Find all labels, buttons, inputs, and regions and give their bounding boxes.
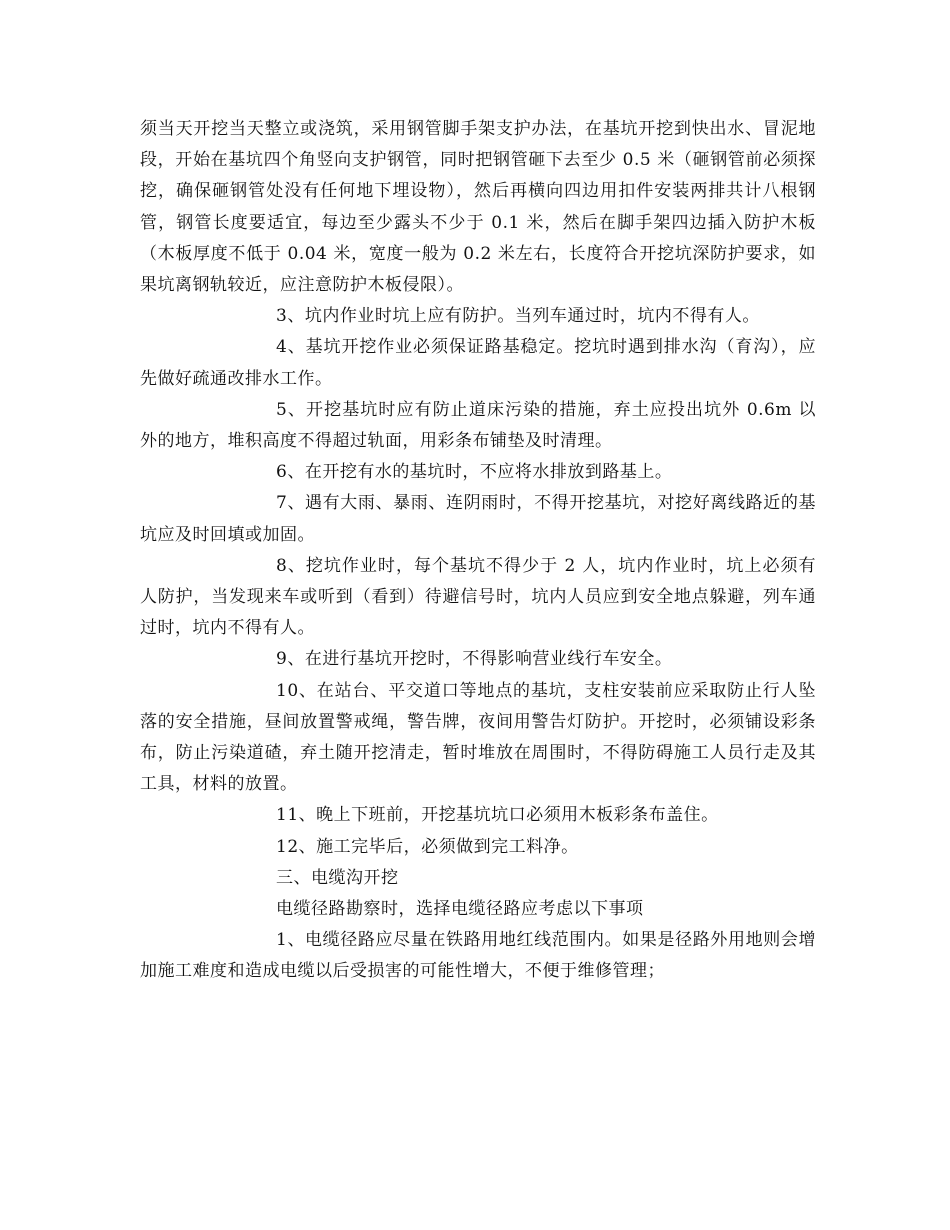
- paragraph-item-7: 7、遇有大雨、暴雨、连阴雨时，不得开挖基坑，对挖好离线路近的基坑应及时回填或加固。: [140, 493, 816, 545]
- paragraph-item-3: 3、坑内作业时坑上应有防护。当列车通过时，坑内不得有人。: [276, 306, 760, 327]
- paragraph-item-12: 12、施工完毕后，必须做到完工料净。: [276, 836, 579, 857]
- paragraph-intro: 电缆径路勘察时，选择电缆径路应考虑以下事项: [276, 899, 644, 920]
- paragraph-item-6: 6、在开挖有水的基坑时，不应将水排放到路基上。: [276, 462, 673, 483]
- paragraph-continuation: 须当天开挖当天整立或浇筑，采用钢管脚手架支护办法，在基坑开挖到快出水、冒泥地段，开始在基坑四个角竖向支护钢管，同时把钢管砸下去至少 0.5 米（砸钢管前必须探挖，确保砸钢管处没有任何地下埋设物），然后再横向四边用扣件安装两排共计八根钢管，钢管长度要适宜，每边至少露头不少于 0.1 米，然后在脚手架四边插入防护木板（木板厚度不低于 0.04 米，宽度一般为 0.2 米左右，长度符合开挖坑深防护要求，如果坑离钢轨较近，应注意防护木板侵限）。: [140, 119, 816, 296]
- paragraph-item-4: 4、基坑开挖作业必须保证路基稳定。挖坑时遇到排水沟（育沟），应先做好疏通改排水工作。: [140, 337, 816, 389]
- paragraph-item-11: 11、晚上下班前，开挖基坑坑口必须用木板彩条布盖住。: [276, 805, 719, 826]
- section-heading: 三、电缆沟开挖: [276, 867, 399, 888]
- paragraph-item-5: 5、开挖基坑时应有防止道床污染的措施，弃土应投出坑外 0.6m 以外的地方，堆积高度不得超过轨面，用彩条布铺垫及时清理。: [140, 399, 816, 452]
- document-body: [140, 114, 816, 988]
- paragraph-item-1: 1、电缆径路应尽量在铁路用地红线范围内。如果是径路外用地则会增加施工难度和造成电缆以后受损害的可能性增大，不便于维修管理；: [140, 930, 816, 982]
- paragraph-item-10: 10、在站台、平交道口等地点的基坑，支柱安装前应采取防止行人坠落的安全措施，昼间放置警戒绳，警告牌，夜间用警告灯防护。开挖时，必须铺设彩条布，防止污染道碴，弃土随开挖清走，暂时堆放在周围时，不得防碍施工人员行走及其工具，材料的放置。: [140, 680, 816, 795]
- paragraph-item-8: 8、挖坑作业时，每个基坑不得少于 2 人，坑内作业时，坑上必须有人防护，当发现来车或听到（看到）待避信号时，坑内人员应到安全地点躲避，列车通过时，坑内不得有人。: [140, 555, 816, 639]
- paragraph-item-9: 9、在进行基坑开挖时，不得影响营业线行车安全。: [276, 649, 673, 670]
